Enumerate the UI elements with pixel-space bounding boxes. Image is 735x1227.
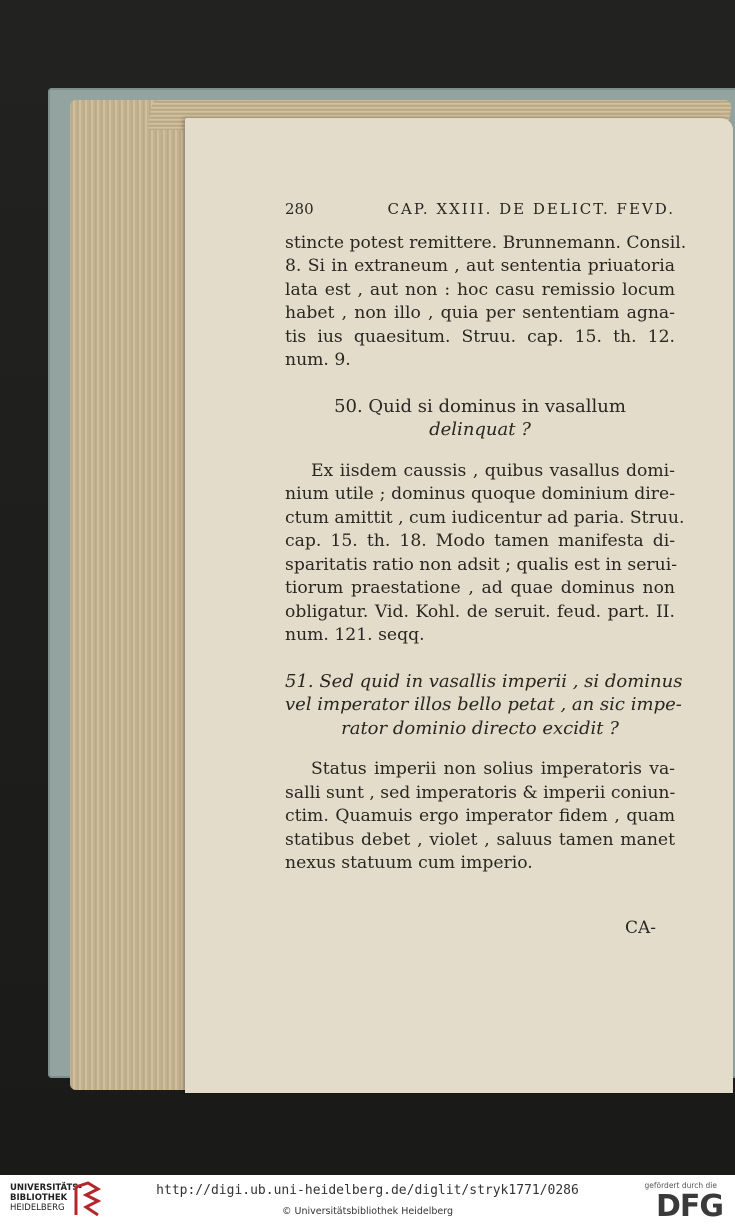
heading-line: 50. Quid si dominus in vasallum [334, 395, 626, 417]
page-edges-left [70, 100, 200, 1090]
text-line: salli sunt , sed imperatoris & imperii coniun- [285, 782, 676, 803]
text-line: 8. Si in extraneum , aut sententia priuatoria [285, 256, 675, 276]
copyright-notice: © Universitätsbibliothek Heidelberg [281, 1206, 453, 1217]
text-line: nexus statuum cum imperio. [285, 853, 533, 873]
running-head: CAP. XXIII. DE DELICT. FEVD. [387, 200, 675, 218]
permalink-url[interactable]: http://digi.ub.uni-heidelberg.de/diglit/stryk1771/0286 [156, 1183, 579, 1198]
text-line: ctum amittit , cum iudicentur ad paria. Struu. [285, 507, 685, 528]
running-header [285, 198, 675, 222]
paragraph-1 [285, 232, 687, 373]
text-line: sparitatis ratio non adsit ; qualis est in serui- [285, 554, 678, 575]
text-line: habet , non illo , quia per sententiam agna- [285, 303, 675, 323]
heading-line: vel imperator illos bello petat , an sic impe- [285, 694, 682, 715]
text-line: num. 121. seqq. [285, 625, 425, 645]
text-line: cap. 15. th. 18. Modo tamen manifesta di- [285, 531, 675, 551]
viewer-footer [0, 1175, 735, 1227]
funding-note: gefördert durch die [644, 1181, 717, 1190]
section-heading-51 [285, 670, 683, 741]
text-line: Status imperii non solius imperatoris va- [311, 759, 675, 779]
text-line: Ex iisdem caussis , quibus vasallus domi- [311, 460, 675, 481]
heading-line: delinquat ? [429, 419, 531, 440]
text-line: stincte potest remittere. Brunnemann. Consil. [285, 232, 687, 253]
logo-line: BIBLIOTHEK [10, 1193, 68, 1203]
text-line: obligatur. Vid. Kohl. de seruit. feud. part. II. [285, 601, 675, 622]
logo-line: UNIVERSITÄTS- [10, 1183, 82, 1193]
text-line: num. 9. [285, 350, 351, 370]
text-line: tis ius quaesitum. Struu. cap. 15. th. 12. [285, 326, 675, 347]
page-number: 280 [285, 200, 314, 218]
heading-line: 51. Sed quid in vasallis imperii , si dominus [285, 670, 683, 692]
section-heading-50 [285, 395, 675, 442]
heading-line: rator dominio directo excidit ? [341, 717, 619, 739]
page-text [285, 198, 687, 876]
paragraph-2 [285, 460, 685, 648]
catchword: CA- [625, 918, 657, 938]
book-page [185, 118, 733, 1093]
paragraph-3 [285, 758, 675, 876]
dfg-logo[interactable]: DFG [655, 1189, 723, 1224]
text-line: tiorum praestatione , ad quae dominus non [285, 578, 675, 598]
text-line: lata est , aut non : hoc casu remissio locum [285, 279, 675, 300]
logo-line: HEIDELBERG [10, 1203, 65, 1213]
text-line: nium utile ; dominus quoque dominium dire- [285, 484, 675, 504]
text-line: ctim. Quamuis ergo imperator fidem , quam [285, 806, 675, 826]
text-line: statibus debet , violet , saluus tamen manet [285, 829, 675, 850]
